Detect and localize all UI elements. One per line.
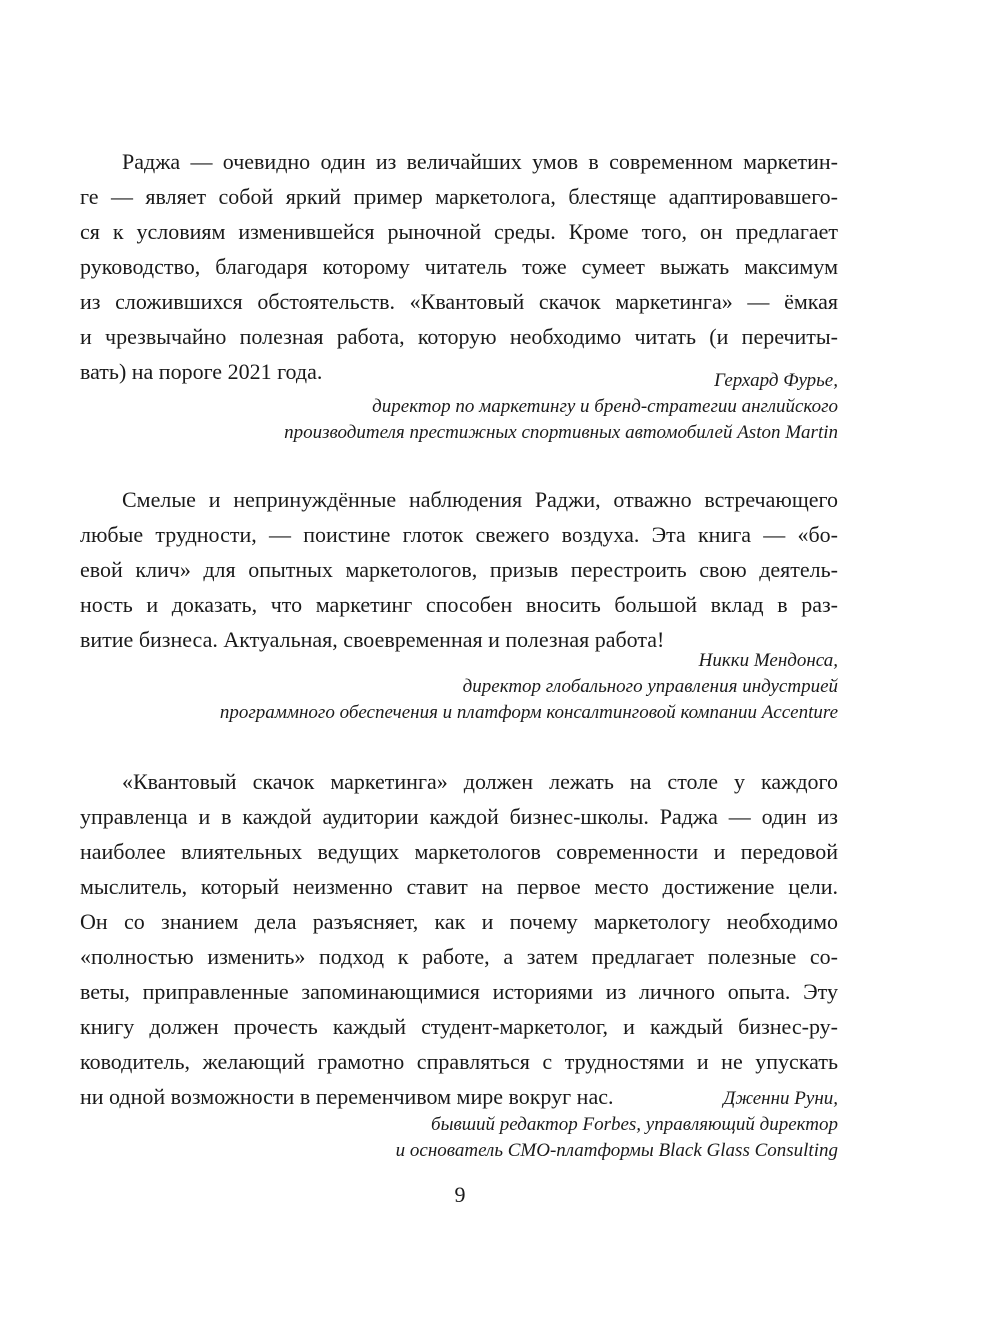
quote-author: Дженни Руни, <box>723 1088 838 1109</box>
quote-text-line: ся к условиям изменившейся рыночной среды. Кроме того, он предлагает <box>80 219 838 244</box>
quote-author-role: бывший редактор Forbes, управляющий директор <box>431 1114 838 1135</box>
quote-text-line: веты, приправленные запоминающимися историями из личного опыта. Эту <box>80 979 838 1004</box>
quote-text-line: ге — являет собой яркий пример маркетолога, блестяще адаптировавшего- <box>80 184 838 209</box>
quote-text-line: ководитель, желающий грамотно справляться с трудностями и не упускать <box>80 1049 838 1074</box>
quote-text-line: мыслитель, который неизменно ставит на первое место достижение цели. <box>80 874 838 899</box>
quote-text-line: из сложившихся обстоятельств. «Квантовый скачок маркетинга» — ёмкая <box>80 289 838 314</box>
page-number: 9 <box>454 1182 466 1207</box>
quote-text-line: любые трудности, — поистине глоток свежего воздуха. Эта книга — «бо- <box>80 522 838 547</box>
quote-author-role: директор глобального управления индустрией <box>462 676 838 697</box>
quote-text-line: вать) на пороге 2021 года. <box>80 359 323 384</box>
quote-author: Никки Мендонса, <box>698 650 838 671</box>
quote-text-line: руководство, благодаря которому читатель тоже сумеет выжать максимум <box>80 254 838 279</box>
quote-text-line: книгу должен прочесть каждый студент-маркетолог, и каждый бизнес-ру- <box>80 1014 838 1039</box>
quote-author-role: директор по маркетингу и бренд-стратегии английского <box>372 396 838 417</box>
quote-text-line: ность и доказать, что маркетинг способен вносить большой вклад в раз- <box>80 592 838 617</box>
quote-text-line: и чрезвычайно полезная работа, которую необходимо читать (и перечиты- <box>80 324 838 349</box>
quote-author-role: программного обеспечения и платформ консалтинговой компании Accenture <box>219 702 838 723</box>
quote-author: Герхард Фурье, <box>714 370 838 391</box>
quote-text-line: Раджа — очевидно один из величайших умов в современном маркетин- <box>122 149 838 174</box>
quote-text-line: витие бизнеса. Актуальная, своевременная и полезная работа! <box>80 627 665 652</box>
quote-text-line: управленца и в каждой аудитории каждой бизнес-школы. Раджа — один из <box>80 804 838 829</box>
quote-text-line: «полностью изменить» подход к работе, а затем предлагает полезные со- <box>80 944 838 969</box>
quote-author-role: производителя престижных спортивных автомобилей Aston Martin <box>284 422 838 443</box>
quote-text-line: наиболее влиятельных ведущих маркетологов современности и передовой <box>80 839 838 864</box>
quote-text-line: ни одной возможности в переменчивом мире вокруг нас. <box>80 1084 614 1109</box>
quote-text-line: Смелые и непринуждённые наблюдения Раджи, отважно встречающего <box>122 487 838 512</box>
quote-text-line: Он со знанием дела разъясняет, как и почему маркетологу необходимо <box>80 909 838 934</box>
quote-text-line: евой клич» для опытных маркетологов, призыв перестроить свою деятель- <box>80 557 838 582</box>
quote-author-role: и основатель CMO-платформы Black Glass Consulting <box>395 1140 838 1161</box>
quote-text-line: «Квантовый скачок маркетинга» должен лежать на столе у каждого <box>122 769 838 794</box>
